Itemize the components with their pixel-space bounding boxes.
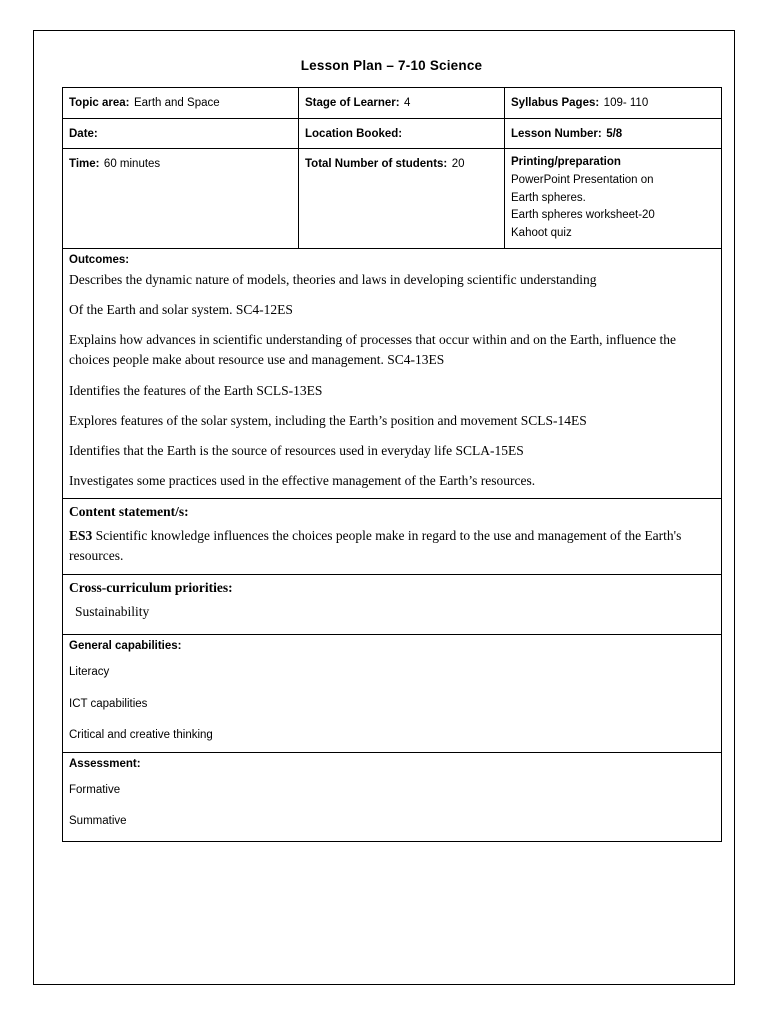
value-topic-area: Earth and Space	[133, 97, 220, 109]
general-capability-item: ICT capabilities	[69, 697, 148, 710]
label-syllabus-pages: Syllabus Pages:	[511, 97, 600, 109]
general-capability-item: Literacy	[69, 666, 110, 679]
general-capabilities-row	[63, 635, 722, 753]
content-statement-code: ES3	[69, 527, 93, 543]
document-content	[62, 50, 721, 842]
label-date: Date:	[69, 127, 98, 140]
outcome-item: Identifies the features of the Earth SCLS-13ES	[69, 382, 323, 398]
cell-total-students	[299, 149, 505, 248]
outcome-item: Explains how advances in scientific understanding of processes that occur within and on the Earth, influence the choices people make about resource use and management. SC4-13ES	[69, 332, 676, 368]
value-stage-of-learner: 4	[404, 97, 411, 109]
page-title: Lesson Plan – 7-10 Science	[300, 58, 483, 73]
content-statement-row	[63, 498, 722, 575]
outcome-item: Explores features of the solar system, including the Earth’s position and movement SCLS-14ES	[69, 412, 587, 428]
value-lesson-number: 5/8	[606, 127, 623, 140]
cell-date	[63, 118, 299, 149]
assessment-item: Formative	[69, 784, 121, 797]
printing-line-3: Earth spheres worksheet-20	[511, 209, 655, 222]
general-capability-item: Critical and creative thinking	[69, 728, 213, 741]
table-row	[63, 88, 722, 119]
label-time: Time:	[69, 158, 100, 171]
label-lesson-number: Lesson Number:	[511, 127, 602, 140]
label-stage-of-learner: Stage of Learner:	[305, 97, 400, 109]
cell-time	[63, 149, 299, 248]
value-total-students: 20	[451, 158, 465, 171]
cell-outcomes	[63, 248, 722, 498]
outcome-item: Identifies that the Earth is the source of resources used in everyday life SCLA-15ES	[69, 443, 524, 459]
content-statement-body: Scientific knowledge influences the choices people make in regard to the use and management of the Earth's resources.	[69, 527, 682, 563]
label-topic-area: Topic area:	[69, 97, 130, 109]
assessment-row	[63, 753, 722, 842]
cell-content-statement	[63, 498, 722, 575]
table-row	[63, 149, 722, 248]
cell-location-booked	[299, 118, 505, 149]
table-row	[63, 118, 722, 149]
outcome-item: Investigates some practices used in the effective management of the Earth’s resources.	[69, 473, 536, 489]
cell-topic-area	[63, 88, 299, 119]
cell-printing-preparation	[505, 149, 722, 248]
printing-line-1: PowerPoint Presentation on	[511, 174, 654, 187]
cell-general-capabilities	[63, 635, 722, 753]
lesson-info-table	[62, 87, 722, 842]
cell-stage-of-learner	[299, 88, 505, 119]
assessment-item: Summative	[69, 815, 127, 828]
assessment-heading: Assessment:	[69, 758, 141, 771]
outcome-item: Of the Earth and solar system. SC4-12ES	[69, 301, 293, 317]
cell-assessment	[63, 753, 722, 842]
label-location-booked: Location Booked:	[305, 127, 403, 140]
label-printing-preparation: Printing/preparation	[511, 156, 621, 169]
value-time: 60 minutes	[103, 158, 161, 171]
value-syllabus-pages: 109- 110	[603, 97, 649, 109]
cell-cross-curriculum	[63, 575, 722, 635]
cross-curriculum-heading: Cross-curriculum priorities:	[69, 580, 233, 596]
general-capabilities-heading: General capabilities:	[69, 640, 182, 653]
printing-line-4: Kahoot quiz	[511, 227, 572, 240]
cell-lesson-number	[505, 118, 722, 149]
cross-curriculum-row	[63, 575, 722, 635]
content-statement-heading: Content statement/s:	[69, 503, 189, 519]
outcomes-heading: Outcomes:	[69, 253, 130, 266]
cell-syllabus-pages	[505, 88, 722, 119]
label-total-students: Total Number of students:	[305, 158, 448, 171]
printing-line-2: Earth spheres.	[511, 191, 586, 204]
outcome-item: Describes the dynamic nature of models, theories and laws in developing scientific understanding	[69, 271, 597, 287]
outcomes-row	[63, 248, 722, 498]
cross-curriculum-item: Sustainability	[75, 604, 150, 620]
content-statement-text	[69, 526, 715, 567]
